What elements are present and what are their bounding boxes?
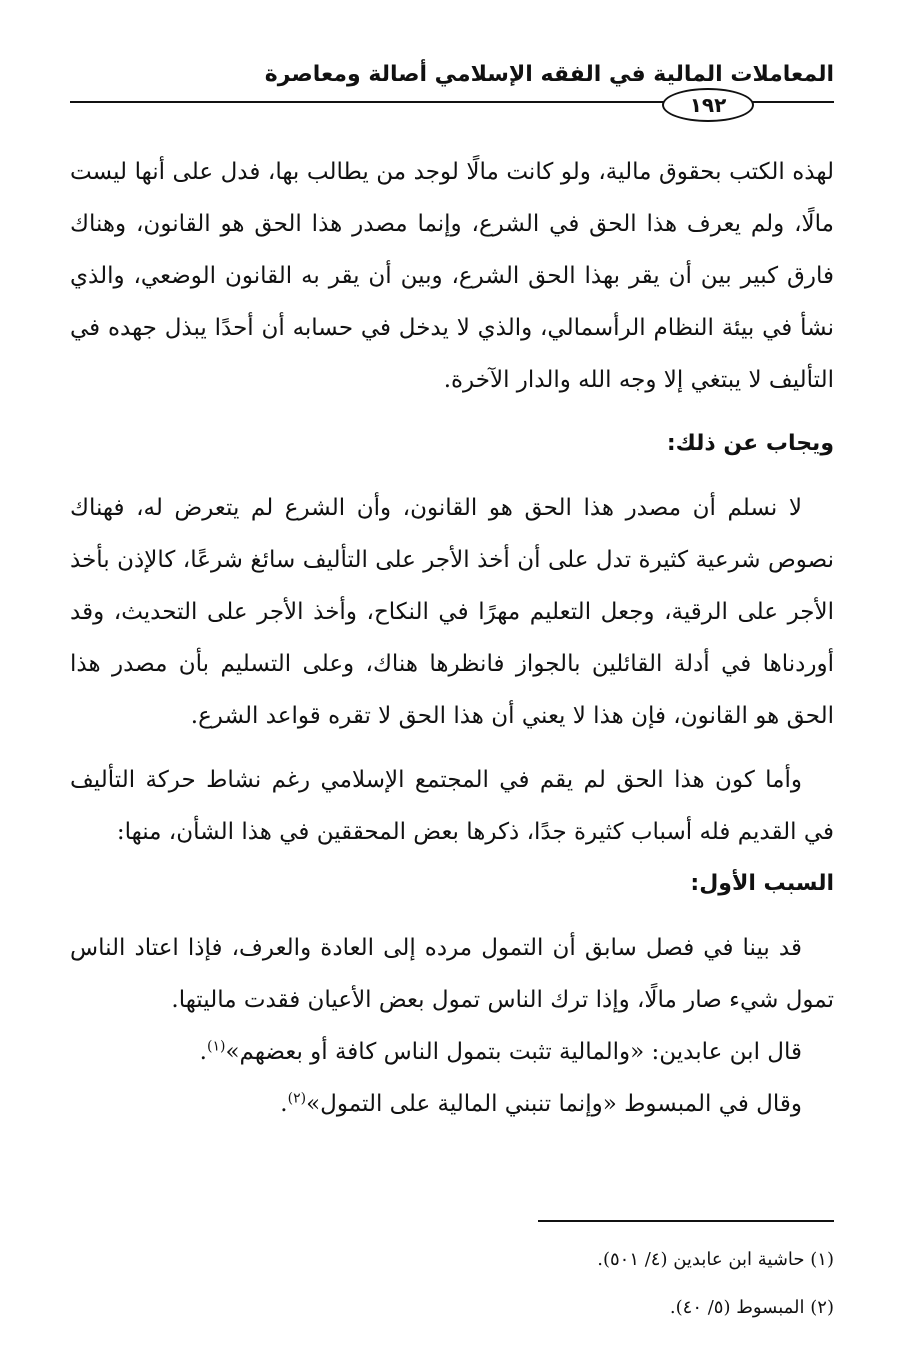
paragraph: قد بينا في فصل سابق أن التمول مرده إلى العادة والعرف، فإذا اعتاد الناس تمول شيء صار مالًا، وإذا ترك الناس تمول بعض الأعيان فقدت ماليتها.: [70, 935, 834, 1013]
paragraph: لا نسلم أن مصدر هذا الحق هو القانون، وأن الشرع لم يتعرض له، فهناك نصوص شرعية كثيرة تدل على أن أخذ الأجر على التأليف سائغ شرعًا، كالإذن بأخذ الأجر على الرقية، وجعل التعليم مهرًا في النكاح، وأخذ الأجر على التحديث، وقد أوردناها في أدلة القائلين بالجواز فانظرها هناك، وعلى التسليم بأن مصدر هذا الحق هو القانون، فإن هذا لا يعني أن هذا الحق لا تقره قواعد الشرع.: [70, 495, 834, 729]
quotation-text: وقال في المبسوط «وإنما تنبني المالية على التمول»: [306, 1091, 802, 1117]
section-heading: السبب الأول:: [690, 871, 834, 896]
footnote-separator: [538, 1220, 834, 1222]
footnote-ref[interactable]: (١): [206, 1038, 226, 1055]
quotation-line: [70, 1078, 834, 1130]
footnotes: [70, 1236, 834, 1332]
quotation-text: قال ابن عابدين: «والمالية تثبت بتمول الناس كافة أو بعضهم»: [225, 1039, 802, 1065]
running-header-title: المعاملات المالية في الفقه الإسلامي أصالة ومعاصرة: [264, 62, 834, 87]
quotation-end: .: [280, 1091, 288, 1117]
paragraph: وأما كون هذا الحق لم يقم في المجتمع الإسلامي رغم نشاط حركة التأليف في القديم فله أسباب كثيرة جدًا، ذكرها بعض المحققين في هذا الشأن، منها:: [70, 767, 834, 845]
quotation-line: [70, 1026, 834, 1078]
footnote: (١) حاشية ابن عابدين (٤/ ٥٠١).: [597, 1249, 834, 1270]
page-number-badge: ١٩٢: [662, 88, 754, 122]
footnote-ref[interactable]: (٢): [287, 1090, 307, 1107]
main-text: [70, 146, 834, 1130]
footnote: (٢) المبسوط (٥/ ٤٠).: [669, 1297, 834, 1318]
quotation-end: .: [199, 1039, 207, 1065]
section-heading: ويجاب عن ذلك:: [666, 431, 834, 456]
paragraph: لهذه الكتب بحقوق مالية، ولو كانت مالًا لوجد من يطالب بها، فدل على أنها ليست مالًا، ولم يعرف هذا الحق في الشرع، وإنما مصدر هذا الحق هو القانون، وهناك فارق كبير بين أن يقر بهذا الحق الشرع، وبين أن يقر به القانون الوضعي، والذي نشأ في بيئة النظام الرأسمالي، والذي لا يدخل في حسابه أن أحدًا يبذل جهده في التأليف لا يبتغي إلا وجه الله والدار الآخرة.: [70, 159, 834, 393]
